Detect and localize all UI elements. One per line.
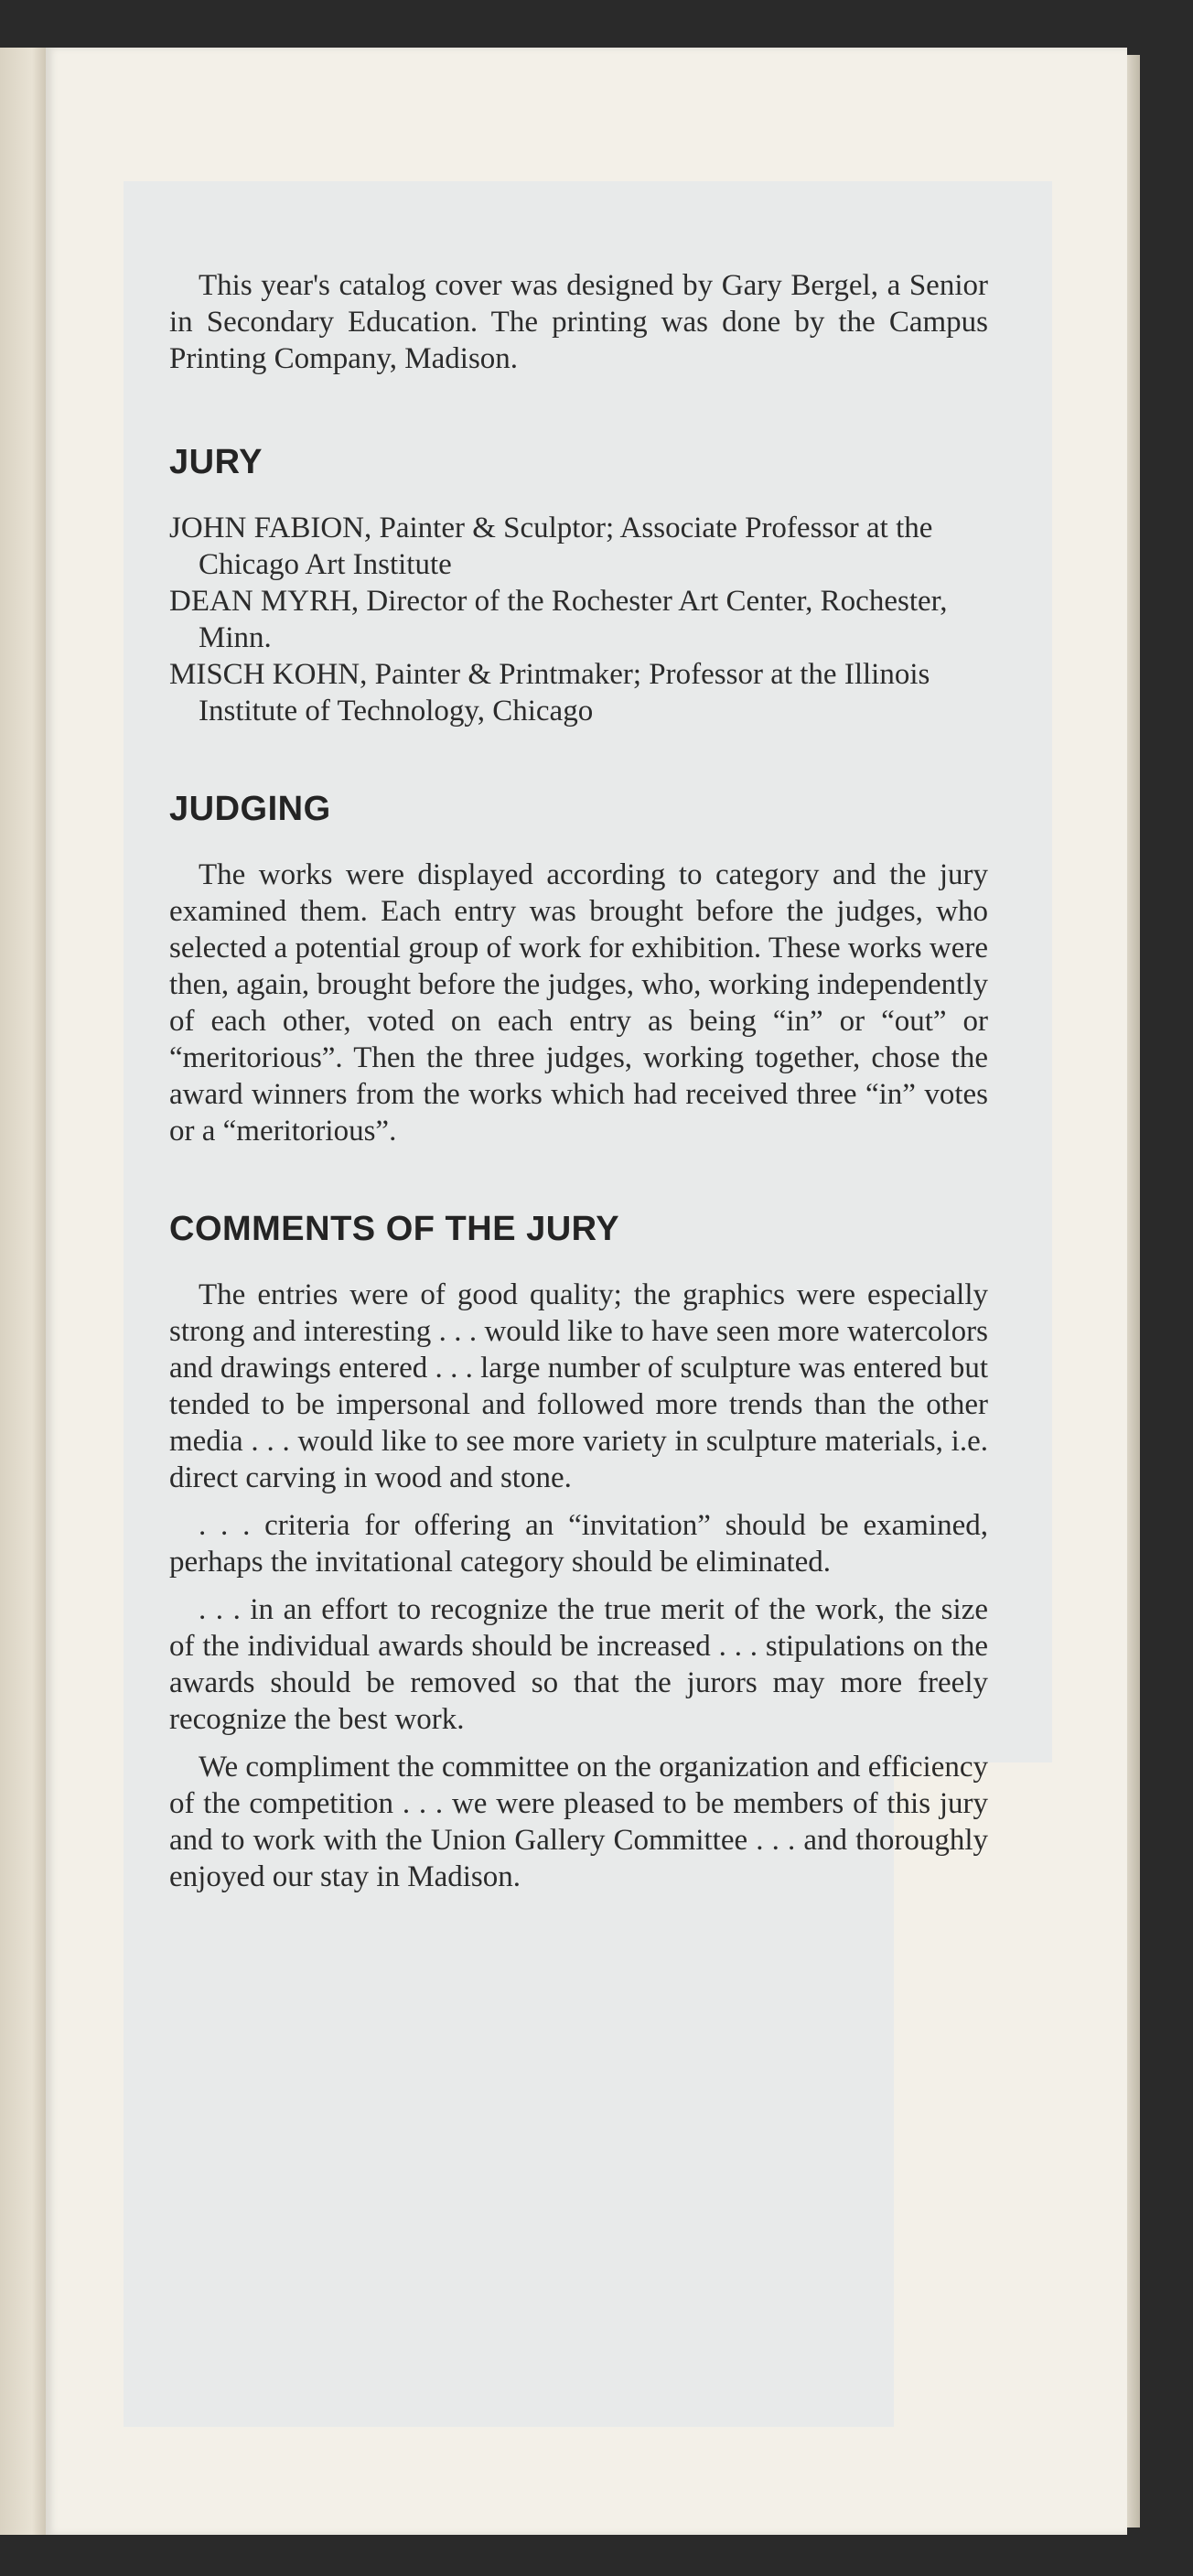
jury-member: MISCH KOHN, Painter & Printmaker; Professor at the Illinois Institute of Technology, Chicago xyxy=(169,658,930,728)
comment-paragraph: . . . criteria for offering an “invitation” should be examined, perhaps the invitational category should be eliminated. xyxy=(169,1509,988,1579)
facing-page-edge xyxy=(0,48,46,2535)
judging-paragraph: The works were displayed according to category and the jury examined them. Each entry was brought before the judges, who selected a potential group of work for exhibition. These works were then, again, brought before the judges, who, working independently of each other, voted on each entry as being “in” or “out” or “meritorious”. Then the three judges, working together, chose the award winners from the works which had received three “in” votes or a “meritorious”. xyxy=(169,858,988,1148)
jury-heading: JURY xyxy=(169,443,263,481)
page-fore-edge xyxy=(1127,55,1140,2527)
jury-member: JOHN FABION, Painter & Sculptor; Associate Professor at the Chicago Art Institute xyxy=(169,512,933,581)
comments-heading: COMMENTS OF THE JURY xyxy=(169,1210,620,1248)
cover-credit-paragraph: This year's catalog cover was designed by Gary Bergel, a Senior in Secondary Education. The printing was done by the Campus Printing Company, Madison. xyxy=(169,269,988,375)
judging-heading: JUDGING xyxy=(169,790,331,828)
jury-member: DEAN MYRH, Director of the Rochester Art Center, Rochester, Minn. xyxy=(169,585,948,654)
comment-paragraph: . . . in an effort to recognize the true merit of the work, the size of the individual awards should be increased . . . stipulations on the awards should be removed so that the jurors may more freely recognize the best work. xyxy=(169,1593,988,1736)
page-content xyxy=(169,267,988,1895)
comment-paragraph: The entries were of good quality; the graphics were especially strong and interesting . . . would like to have seen more watercolors and drawings entered . . . large number of sculpture was entered but tended to be impersonal and followed more trends than the other media . . . would like to see more variety in sculpture materials, i.e. direct carving in wood and stone. xyxy=(169,1278,988,1494)
comment-paragraph: We compliment the committee on the organization and efficiency of the competition . . . we were pleased to be members of this jury and to work with the Union Gallery Committee . . . and thoroughly enjoyed our stay in Madison. xyxy=(169,1751,988,1893)
